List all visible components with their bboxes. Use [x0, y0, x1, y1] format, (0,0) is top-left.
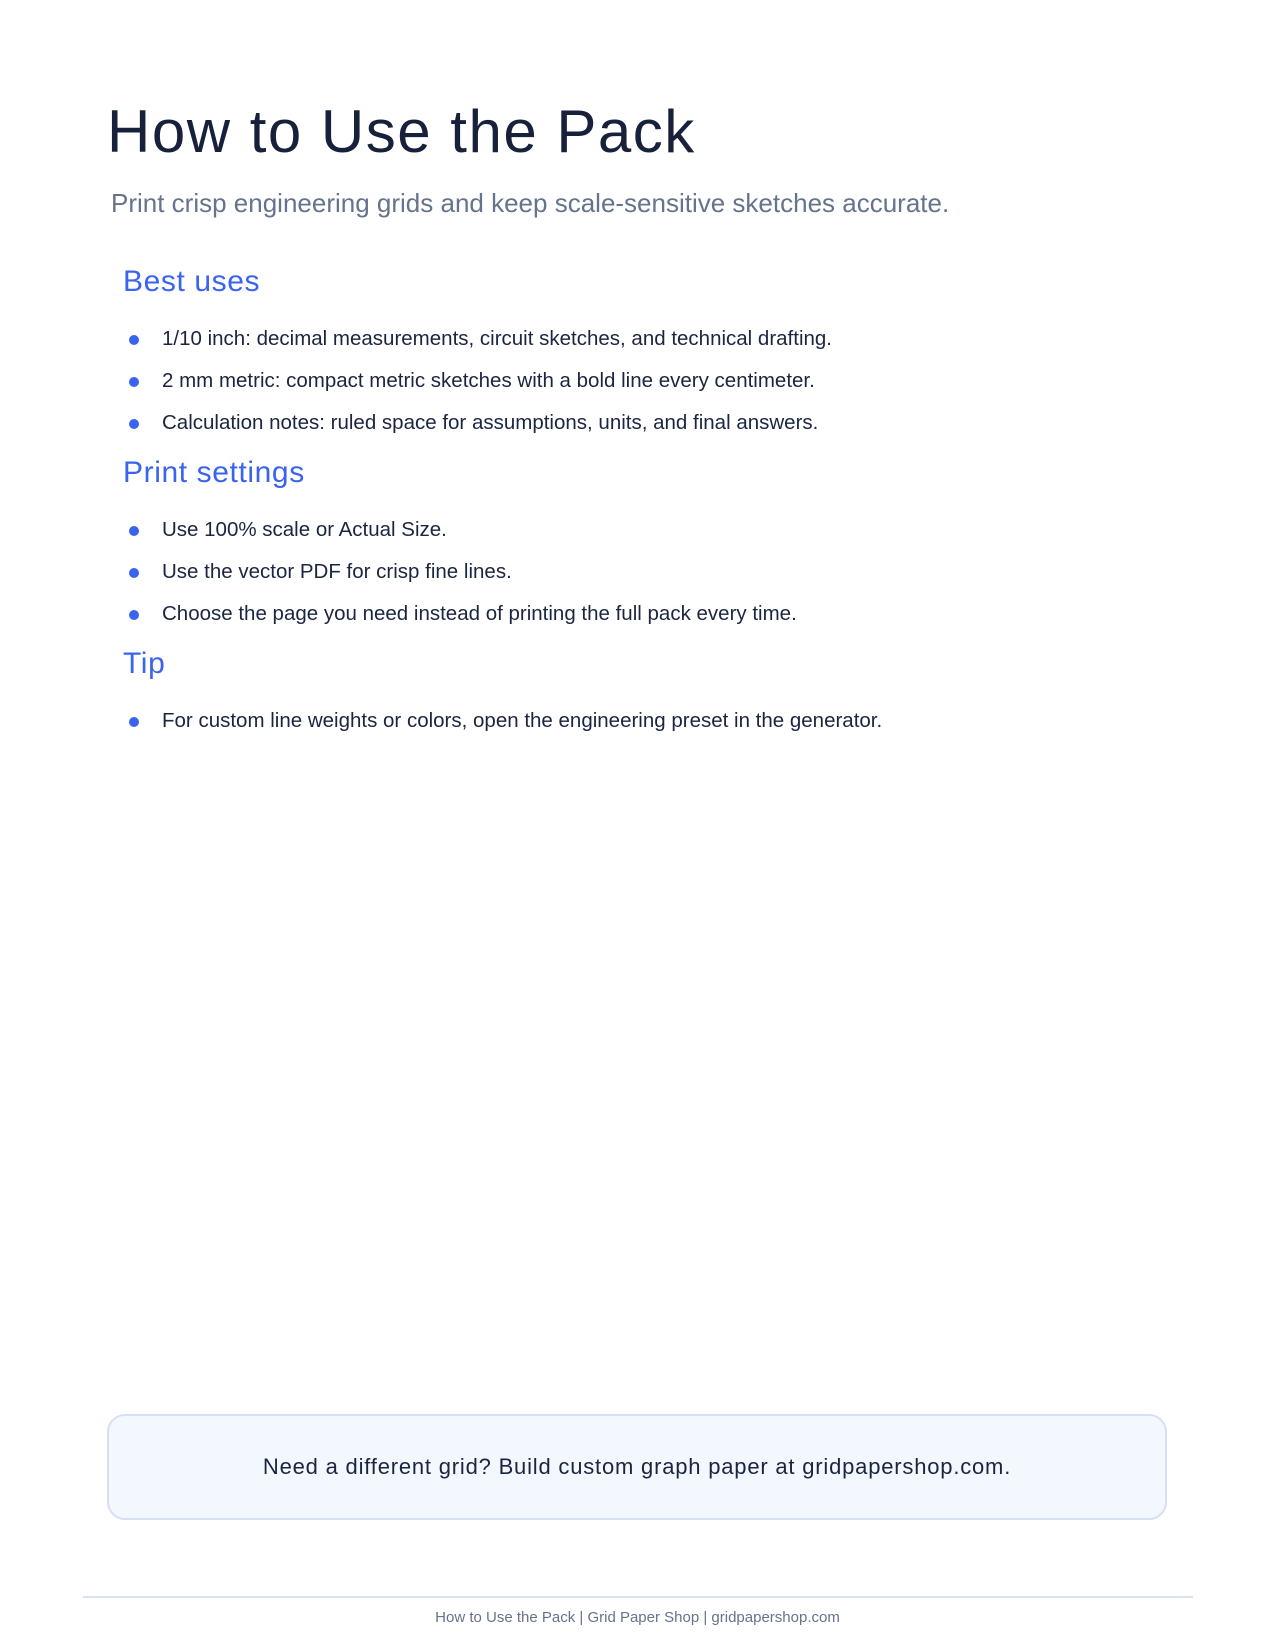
callout-text: Need a different grid? Build custom graph paper at gridpapershop.com. [262, 1454, 1012, 1479]
bullet-dot-icon [129, 717, 139, 727]
callout-box [107, 1414, 1167, 1520]
bullet-dot-icon [129, 377, 139, 387]
bullet-dot-icon [129, 419, 139, 429]
section-heading-tip: Tip [123, 647, 166, 680]
section-heading-print-settings: Print settings [123, 456, 305, 489]
bullet-dot-icon [129, 335, 139, 345]
page-subtitle: Print crisp engineering grids and keep scale-sensitive sketches accurate. [111, 188, 950, 218]
bullet-dot-icon [129, 568, 139, 578]
list-item-text: For custom line weights or colors, open the engineering preset in the generator. [162, 709, 883, 732]
section-heading-best-uses: Best uses [123, 265, 261, 298]
list-item-text: 2 mm metric: compact metric sketches with a bold line every centimeter. [162, 369, 815, 392]
footer-divider [83, 1596, 1193, 1598]
page-title: How to Use the Pack [107, 98, 696, 165]
list-item-text: Use the vector PDF for crisp fine lines. [162, 560, 512, 583]
footer-text: How to Use the Pack | Grid Paper Shop | gridpapershop.com [435, 1609, 840, 1626]
bullet-dot-icon [129, 610, 139, 620]
list-item-text: Use 100% scale or Actual Size. [162, 518, 447, 541]
list-item-text: 1/10 inch: decimal measurements, circuit sketches, and technical drafting. [162, 327, 832, 350]
list-item-text: Choose the page you need instead of printing the full pack every time. [162, 602, 797, 625]
bullet-dot-icon [129, 526, 139, 536]
list-item-text: Calculation notes: ruled space for assumptions, units, and final answers. [162, 411, 819, 434]
